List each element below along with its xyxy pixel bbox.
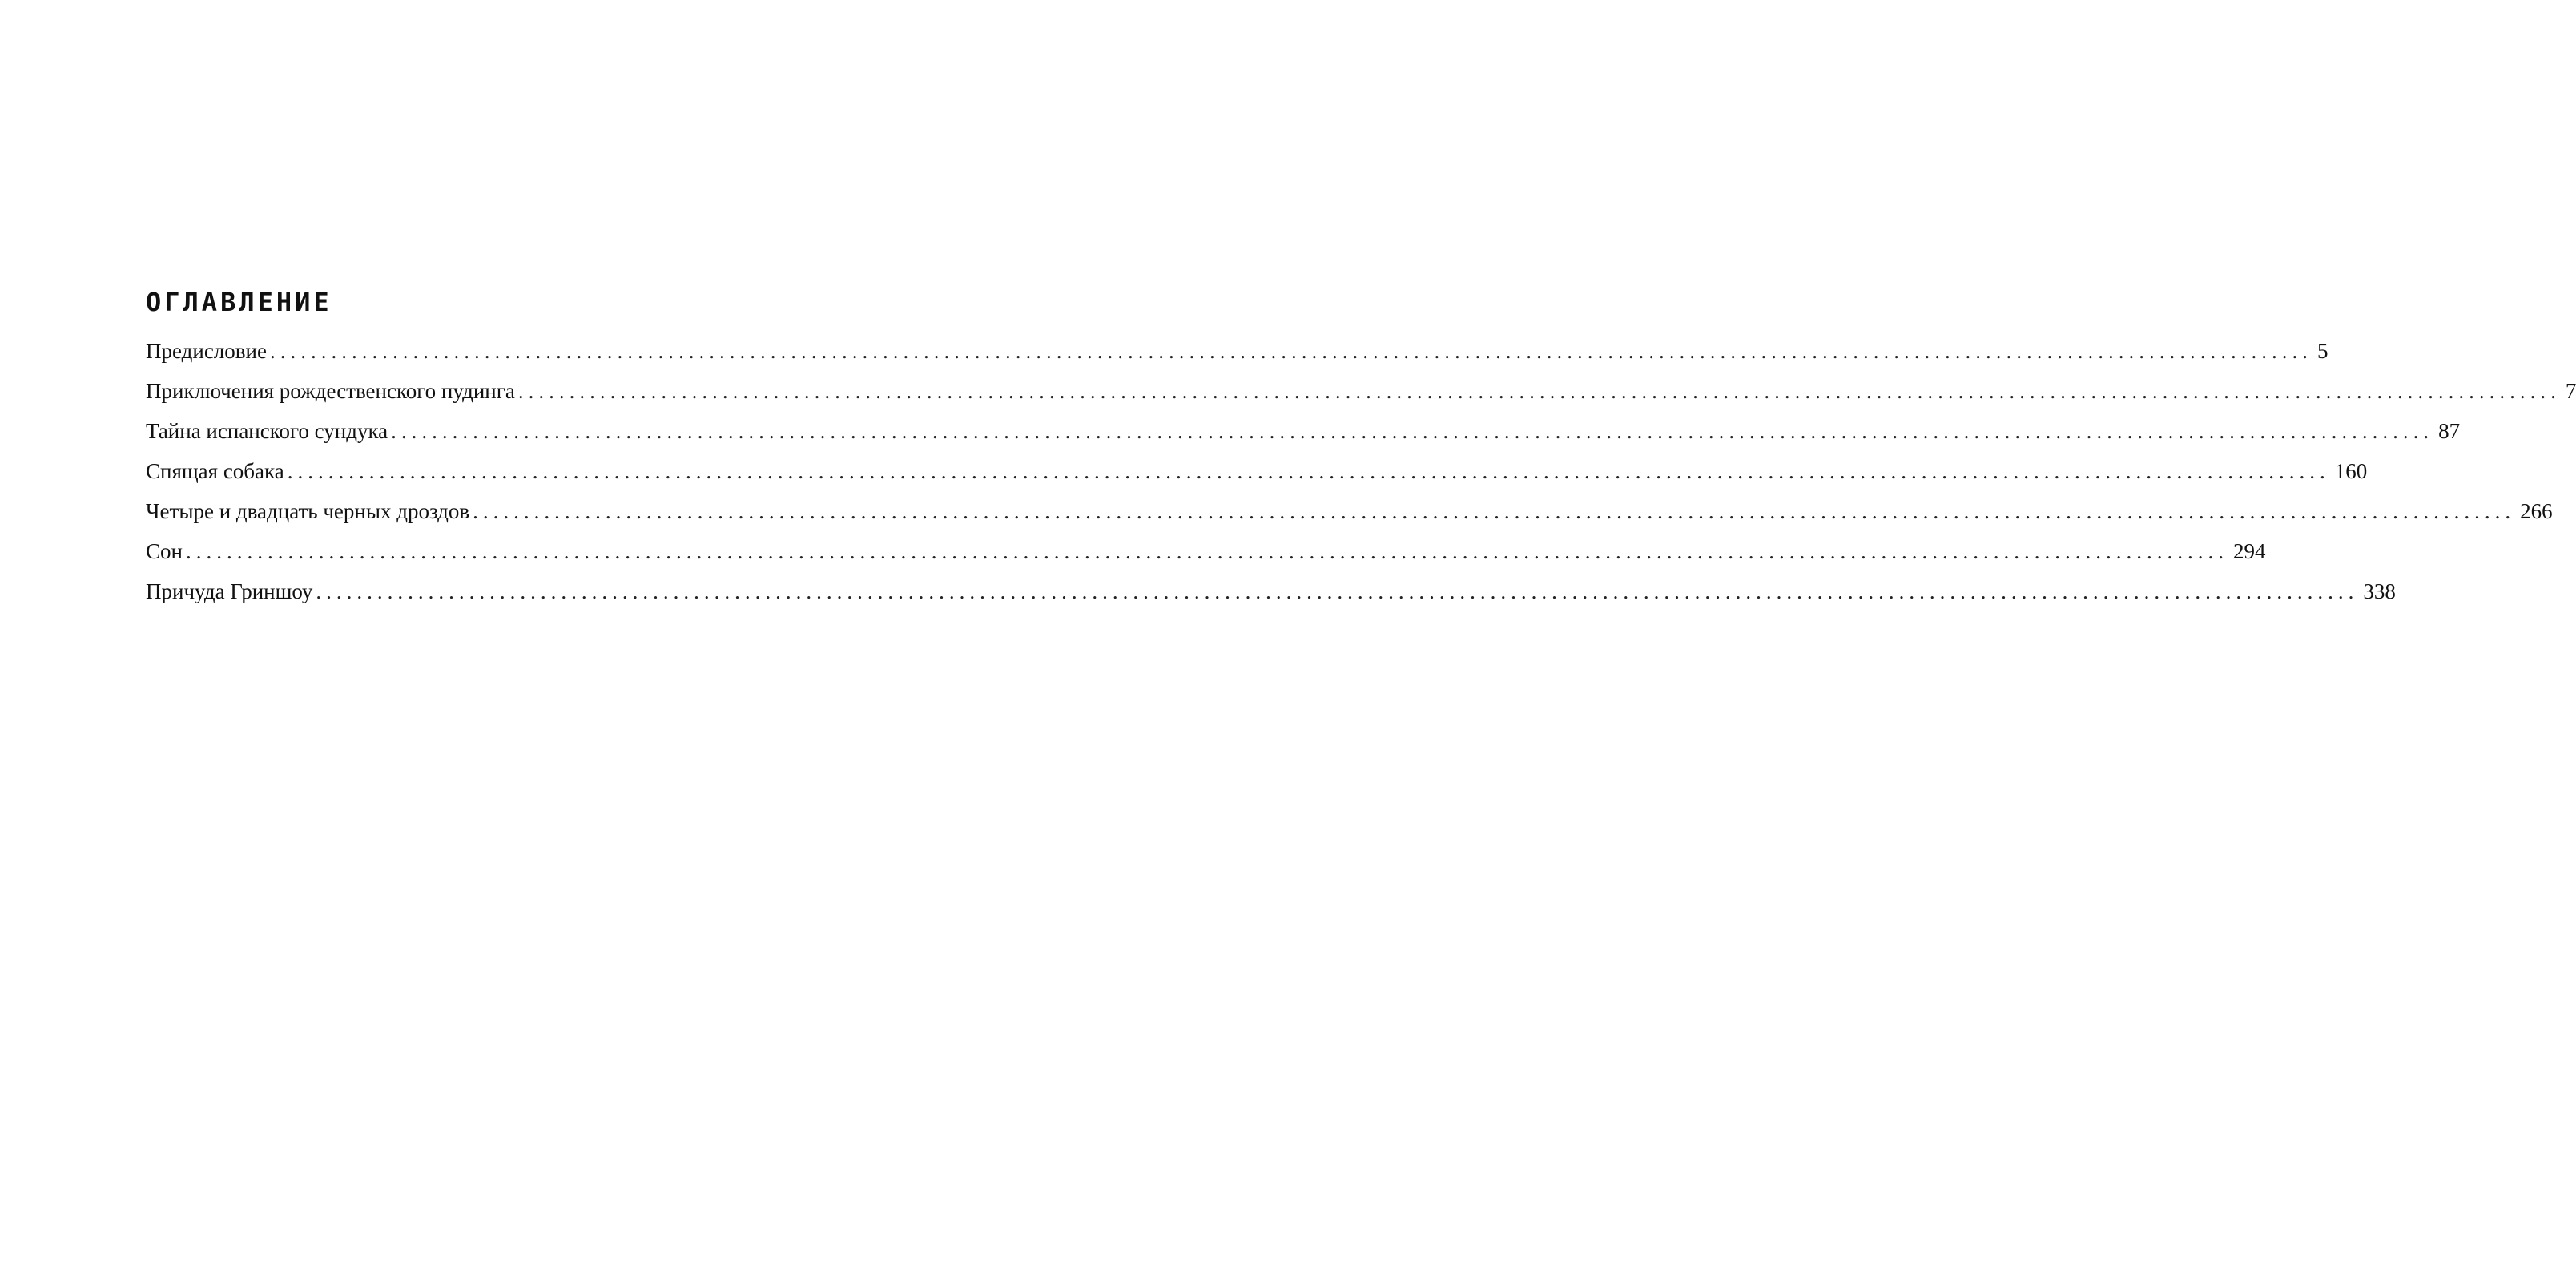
toc-page-number: 5 [2316, 339, 2328, 363]
toc-entry-title: Сон [146, 539, 183, 563]
toc-page-number: 7 [2565, 379, 2576, 403]
toc-entry-title: Причуда Гриншоу [146, 579, 313, 603]
toc-page-number: 338 [2363, 579, 2396, 603]
dot-leader: ........................................................................................................................................................................................................ [473, 499, 2516, 523]
toc-entry-title: Спящая собака [146, 459, 284, 483]
toc-entry-title: Тайна испанского сундука [146, 419, 388, 443]
dot-leader: ........................................................................................................................................................................................................ [316, 579, 2359, 603]
toc-list [146, 331, 2576, 611]
dot-leader: ........................................................................................................................................................................................................ [287, 459, 2330, 483]
toc-entry[interactable] [146, 531, 2266, 571]
dot-leader: ........................................................................................................................................................................................................ [269, 339, 2312, 363]
toc-page-number: 160 [2334, 459, 2368, 483]
dot-leader: ........................................................................................................................................................................................................ [517, 379, 2561, 403]
toc-heading: ОГЛАВЛЕНИЕ [146, 287, 332, 317]
toc-entry[interactable] [146, 491, 2553, 531]
toc-entry[interactable] [146, 571, 2396, 611]
toc-entry[interactable] [146, 451, 2368, 491]
toc-entry[interactable] [146, 411, 2461, 451]
dot-leader: ........................................................................................................................................................................................................ [391, 419, 2434, 443]
table-of-contents [146, 284, 2576, 611]
toc-page-number: 87 [2438, 419, 2461, 443]
toc-entry-title: Предисловие [146, 339, 267, 363]
toc-page-number: 266 [2520, 499, 2553, 523]
toc-entry[interactable] [146, 371, 2576, 411]
dot-leader: ........................................................................................................................................................................................................ [185, 539, 2228, 563]
toc-entry-title: Четыре и двадцать черных дроздов [146, 499, 470, 523]
toc-entry-title: Приключения рождественского пудинга [146, 379, 515, 403]
toc-page-number: 294 [2232, 539, 2266, 563]
toc-entry[interactable] [146, 331, 2328, 371]
